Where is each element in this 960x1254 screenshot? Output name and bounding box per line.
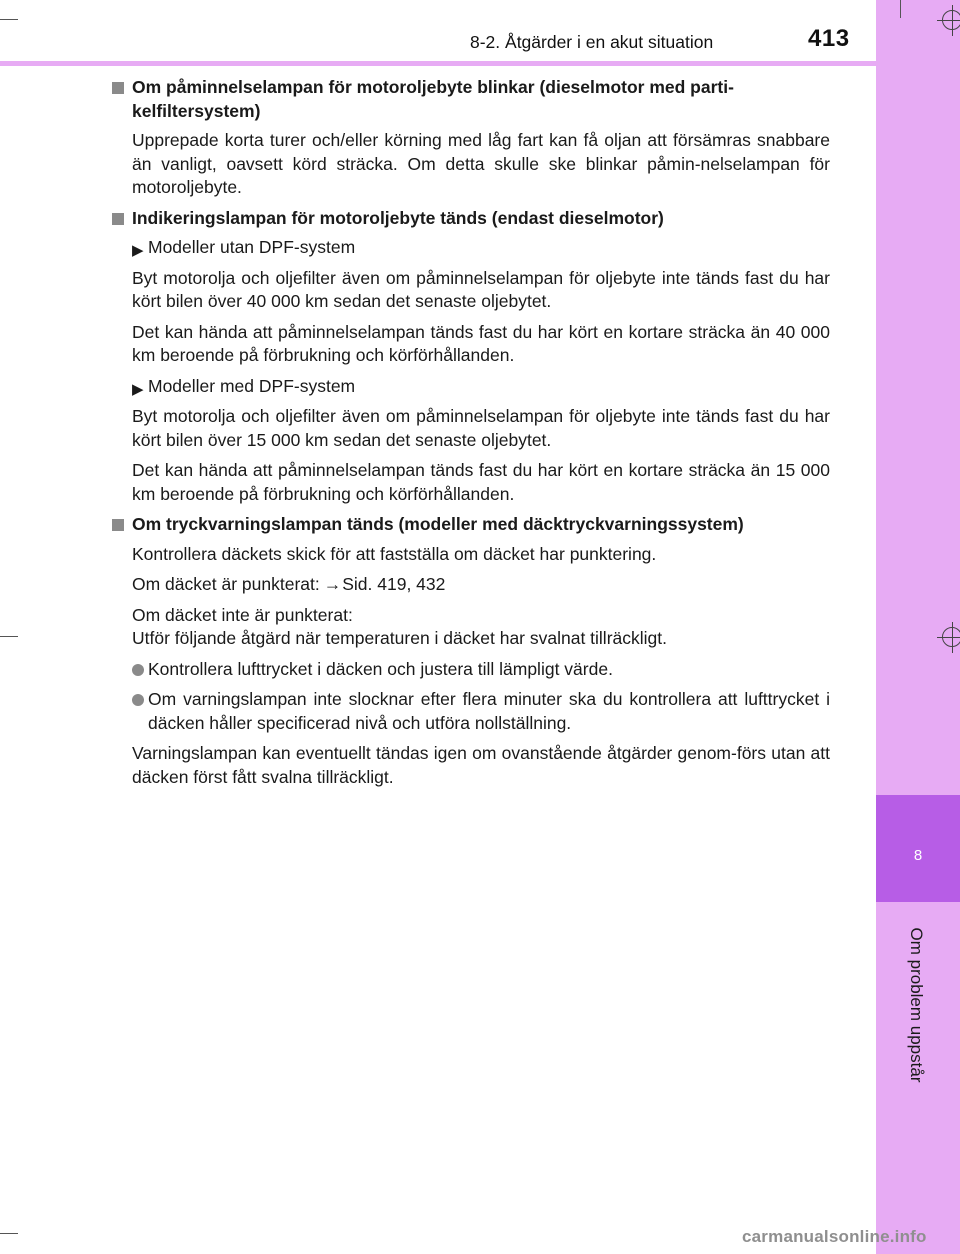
paragraph: Om däcket inte är punkterat: Utför följande åtgärd när temperaturen i däcket har svalnat tillräckligt. xyxy=(132,604,667,648)
paragraph: Om däcket är punkterat: →Sid. 419, 432 xyxy=(132,574,446,594)
section-title: 8-2. Åtgärder i en akut situation xyxy=(470,32,714,52)
page-content xyxy=(112,76,830,796)
chapter-number: 8 xyxy=(913,847,923,864)
round-bullet-icon xyxy=(132,664,144,676)
crop-mark xyxy=(0,1233,18,1234)
crop-mark xyxy=(0,19,18,20)
list-item: Kontrollera lufttrycket i däcken och justera till lämpligt värde. xyxy=(112,658,830,682)
section-heading: Indikeringslampan för motoroljebyte tänds (endast dieselmotor) xyxy=(112,207,830,231)
triangle-bullet-icon: ▶ xyxy=(132,242,144,259)
triangle-bullet-icon: ▶ xyxy=(132,380,144,398)
paragraph: Det kan hända att påminnelselampan tänds fast du har kört en kortare sträcka än 15 000 km beroende på förbrukning och körförhållanden. xyxy=(132,460,830,504)
round-bullet-icon xyxy=(132,694,144,706)
crop-mark xyxy=(900,0,901,18)
paragraph: Kontrollera däckets skick för att fastställa om däcket har punktering. xyxy=(132,543,657,564)
crop-mark xyxy=(0,636,18,637)
square-bullet-icon xyxy=(112,213,124,225)
page-reference-link[interactable]: Sid. 419, 432 xyxy=(342,574,446,594)
page-number: 413 xyxy=(808,25,850,52)
paragraph: Byt motorolja och oljefilter även om påminnelselampan för oljebyte inte tänds fast du har kört bilen över 15 000 km sedan det senaste oljebytet. xyxy=(132,406,830,450)
header-rule xyxy=(0,61,876,66)
paragraph: Varningslampan kan eventuellt tändas igen om ovanstående åtgärder genom-förs utan att däcken först fått svalna tillräckligt. xyxy=(132,743,830,787)
watermark: carmanualsonline.info xyxy=(742,1227,927,1246)
square-bullet-icon xyxy=(112,82,124,94)
registration-mark-icon xyxy=(942,627,960,647)
section-heading: Om tryckvarningslampan tänds (modeller med däcktryckvarningssystem) xyxy=(112,513,830,537)
subheading: ▶ Modeller med DPF-system xyxy=(112,375,830,399)
paragraph: Upprepade korta turer och/eller körning med låg fart kan få oljan att försämras snabbare än vanligt, oavsett körd sträcka. Om detta skulle ske blinkar påmin-nelselampan för motoroljebyte. xyxy=(132,130,830,197)
subheading: ▶ Modeller utan DPF-system xyxy=(112,236,830,260)
chapter-title: Om problem uppstår xyxy=(907,927,926,1083)
arrow-right-icon: → xyxy=(323,574,342,594)
list-item: Om varningslampan inte slocknar efter flera minuter ska du kontrollera att lufttrycket i däcken håller specificerad nivå och utföra nollställning. xyxy=(112,688,830,735)
registration-mark-icon xyxy=(942,10,960,30)
square-bullet-icon xyxy=(112,519,124,531)
paragraph: Byt motorolja och oljefilter även om påminnelselampan för oljebyte inte tänds fast du har kört bilen över 40 000 km sedan det senaste oljebytet. xyxy=(132,267,830,311)
section-heading: Om påminnelselampan för motoroljebyte blinkar (dieselmotor med parti-kelfiltersystem) xyxy=(112,76,830,123)
paragraph: Det kan hända att påminnelselampan tänds fast du har kört en kortare sträcka än 40 000 km beroende på förbrukning och körförhållanden. xyxy=(132,321,830,365)
